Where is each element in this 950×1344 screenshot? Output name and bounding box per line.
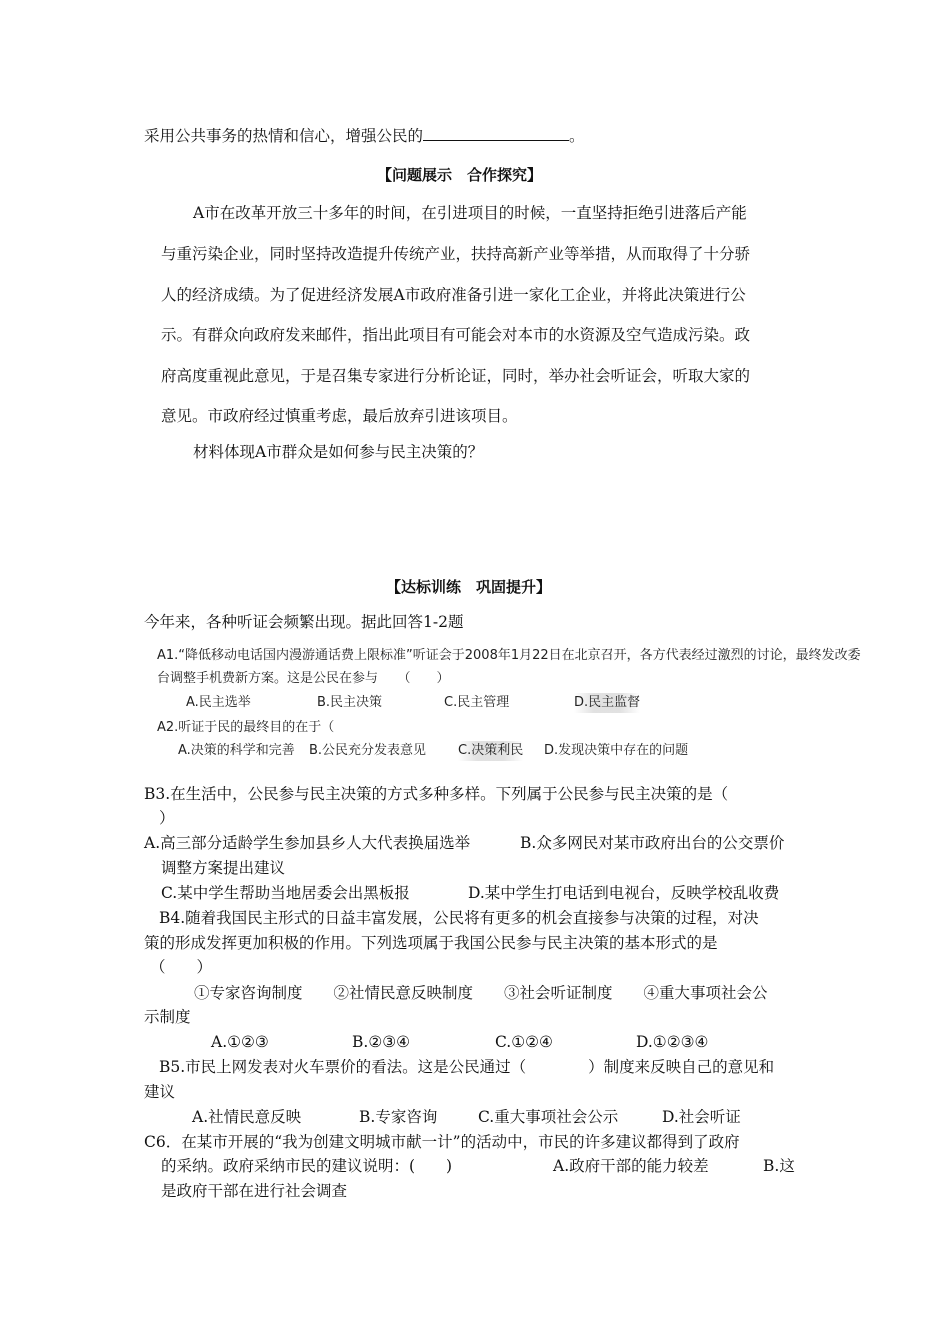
passage-line-2: 与重污染企业，同时坚持改造提升传统产业，扶持高新产业等举措，从而取得了十分骄: [161, 245, 751, 263]
passage-line-6: 意见。市政府经过慎重考虑，最后放弃引进该项目。: [161, 407, 518, 425]
question-a1-stem: [157, 646, 950, 666]
question-c6-stem-2: 的采纳。政府采纳市民的建议说明：( ): [161, 1157, 453, 1175]
question-c6-option-b[interactable]: B.这: [763, 1157, 795, 1175]
question-a2-option-c[interactable]: C.决策利民: [458, 741, 523, 761]
section-title-practice: 【达标训练 巩固提升】: [386, 578, 552, 596]
question-a1-option-c[interactable]: C.民主管理: [444, 695, 510, 710]
question-b4-option-b[interactable]: B.②③④: [352, 1033, 411, 1051]
question-b5-stem-2: 建议: [144, 1083, 176, 1101]
question-a1-option-a[interactable]: A.民主选举: [186, 695, 251, 710]
question-b3-option-a[interactable]: A.高三部分适龄学生参加县乡人大代表换届选举: [144, 834, 471, 852]
question-b3-option-b[interactable]: B.众多网民对某市政府出台的公交票价: [520, 834, 785, 852]
passage-line-5: 府高度重视此意见，于是召集专家进行分析论证，同时，举办社会听证会，听取大家的: [161, 367, 751, 385]
question-b5-option-c[interactable]: C.重大事项社会公示: [478, 1108, 619, 1126]
passage-question: 材料体现A市群众是如何参与民主决策的？: [193, 443, 484, 461]
passage-line-4: 示。有群众向政府发来邮件，指出此项目有可能会对本市的水资源及空气造成污染。政: [161, 326, 751, 344]
question-c6-option-a[interactable]: A.政府干部的能力较差: [553, 1157, 709, 1175]
answer-blank[interactable]: [423, 126, 569, 141]
question-b4-items: ①专家咨询制度 ②社情民意反映制度 ③社会听证制度 ④重大事项社会公: [194, 984, 768, 1002]
question-b5-option-b[interactable]: B.专家咨询: [359, 1108, 438, 1126]
question-a1-option-b[interactable]: B.民主决策: [317, 695, 383, 710]
question-a1-stem-2: 台调整手机费新方案。这是公民在参与 （ ）: [157, 671, 450, 686]
question-b4-items-cont: 示制度: [144, 1008, 191, 1026]
question-a2-option-d[interactable]: D.发现决策中存在的问题: [544, 743, 689, 758]
question-b4-option-c[interactable]: C.①②④: [495, 1033, 553, 1051]
question-c6-stem: C6．在某市开展的“我为创建文明城市献一计”的活动中，市民的许多建议都得到了政府: [144, 1133, 740, 1151]
question-b4-option-d[interactable]: D.①②③④: [636, 1033, 709, 1051]
intro-text: 采用公共事务的热情和信心，增强公民的: [144, 127, 424, 145]
question-b4-stem-2: 策的形成发挥更加积极的作用。下列选项属于我国公民参与民主决策的基本形式的是: [144, 934, 718, 952]
question-a2-option-a[interactable]: A.决策的科学和完善: [178, 743, 295, 758]
question-b4-stem-3: （ ）: [150, 958, 213, 976]
question-a2-stem: A2.听证于民的最终目的在于（: [157, 720, 335, 735]
question-a1-stem-text: A1.“降低移动电话国内漫游通话费上限标准”听证会于2008年1月22日在北京召开，各方代表经过激烈的讨论，最终发改委: [157, 648, 861, 663]
intro-end: 。: [569, 127, 585, 145]
question-b5-option-a[interactable]: A.社情民意反映: [192, 1108, 302, 1126]
question-b3-option-c[interactable]: C.某中学生帮助当地居委会出黑板报: [161, 884, 410, 902]
lead-text: 今年来，各种听证会频繁出现。据此回答1-2题: [144, 613, 464, 631]
question-a2-option-b[interactable]: B.公民充分发表意见: [309, 743, 427, 758]
question-b4-option-a[interactable]: A.①②③: [211, 1033, 269, 1051]
passage-line-1: A市在改革开放三十多年的时间，在引进项目的时候，一直坚持拒绝引进落后产能: [193, 204, 747, 222]
intro-line: [144, 126, 585, 146]
question-b5-stem: B5.市民上网发表对火车票价的看法。这是公民通过（ ）制度来反映自己的意见和: [159, 1058, 775, 1076]
section-title-explore: 【问题展示 合作探究】: [377, 166, 543, 184]
question-a1-option-d[interactable]: D.民主监督: [574, 693, 640, 713]
question-b3-stem-end: ）: [159, 809, 175, 827]
passage-line-3: 人的经济成绩。为了促进经济发展A市政府准备引进一家化工企业，并将此决策进行公: [161, 286, 746, 304]
question-b3-stem: B3.在生活中，公民参与民主决策的方式多种多样。下列属于公民参与民主决策的是（: [144, 785, 729, 803]
question-c6-option-b-cont: 是政府干部在进行社会调查: [161, 1182, 348, 1200]
question-b3-option-b-cont: 调整方案提出建议: [161, 859, 286, 877]
question-b4-stem: B4.随着我国民主形式的日益丰富发展，公民将有更多的机会直接参与决策的过程，对决: [159, 909, 759, 927]
question-b3-option-d[interactable]: D.某中学生打电话到电视台，反映学校乱收费: [468, 884, 780, 902]
question-b5-option-d[interactable]: D.社会听证: [662, 1108, 741, 1126]
